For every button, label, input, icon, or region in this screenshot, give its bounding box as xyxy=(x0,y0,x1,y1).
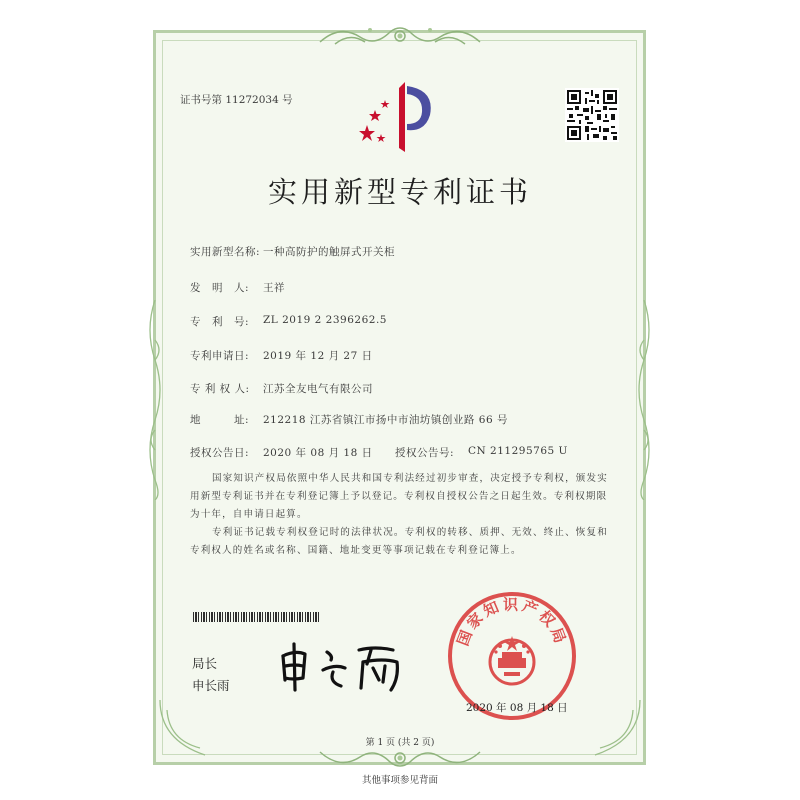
grant-number-label: 授权公告号: xyxy=(395,447,455,459)
top-ornament xyxy=(310,22,490,52)
grant-date-value: 2020 年 08 月 18 日 xyxy=(263,447,373,459)
grant-number-value: CN 211295765 U xyxy=(468,445,568,457)
legal-status-paragraph: 专利证书记载专利权登记时的法律状况。专利权的转移、质押、无效、终止、恢复和专利权人的姓名或名称、国籍、地址变更等事项记载在专利登记簿上。 xyxy=(190,527,608,556)
back-side-note: 其他事项参见背面 xyxy=(361,775,438,786)
left-ornament xyxy=(143,300,168,500)
right-ornament xyxy=(632,300,657,500)
page-indicator: 第 1 页 (共 2 页) xyxy=(365,738,435,748)
seal-text: 国家知识产权局 xyxy=(453,595,571,649)
patentee-label: 专 利 权 人: xyxy=(190,383,250,395)
certificate-title: 实用新型专利证书 xyxy=(267,175,532,209)
grant-date-label: 授权公告日: xyxy=(190,447,250,459)
patent-number-label: 专 利 号: xyxy=(190,316,250,328)
corner-ornament-bottom-right xyxy=(590,700,645,760)
inventor-label: 发 明 人: xyxy=(190,282,250,294)
signatory-title: 局长 xyxy=(192,656,218,671)
cnipa-logo-icon xyxy=(355,80,445,155)
certificate-number: 证书号第 11272034 号 xyxy=(180,94,293,106)
utility-model-name-label: 实用新型名称: xyxy=(190,246,261,258)
qr-code xyxy=(565,88,619,142)
signatory-name: 申长雨 xyxy=(192,678,230,693)
corner-ornament-bottom-left xyxy=(155,700,210,760)
filing-date-label: 专利申请日: xyxy=(190,350,250,362)
utility-model-name-value: 一种高防护的触屏式开关柜 xyxy=(263,246,395,258)
inventor-value: 王祥 xyxy=(263,282,285,294)
national-emblem-icon xyxy=(490,636,534,684)
grant-statement-paragraph: 国家知识产权局依照中华人民共和国专利法经过初步审查，决定授予专利权，颁发实用新型专利证书并在专利登记簿上予以登记。专利权自授权公告之日起生效。专利权期限为十年，自申请日起算。 xyxy=(190,473,608,520)
address-value: 212218 江苏省镇江市扬中市油坊镇创业路 66 号 xyxy=(263,414,508,426)
handwritten-signature xyxy=(275,638,415,698)
patentee-value: 江苏全友电气有限公司 xyxy=(263,383,373,395)
address-label: 地 址: xyxy=(190,414,250,426)
filing-date-value: 2019 年 12 月 27 日 xyxy=(263,350,373,362)
seal-date: 2020 年 08 月 18 日 xyxy=(466,702,568,714)
patent-number-value: ZL 2019 2 2396262.5 xyxy=(263,314,387,326)
barcode xyxy=(193,612,321,622)
